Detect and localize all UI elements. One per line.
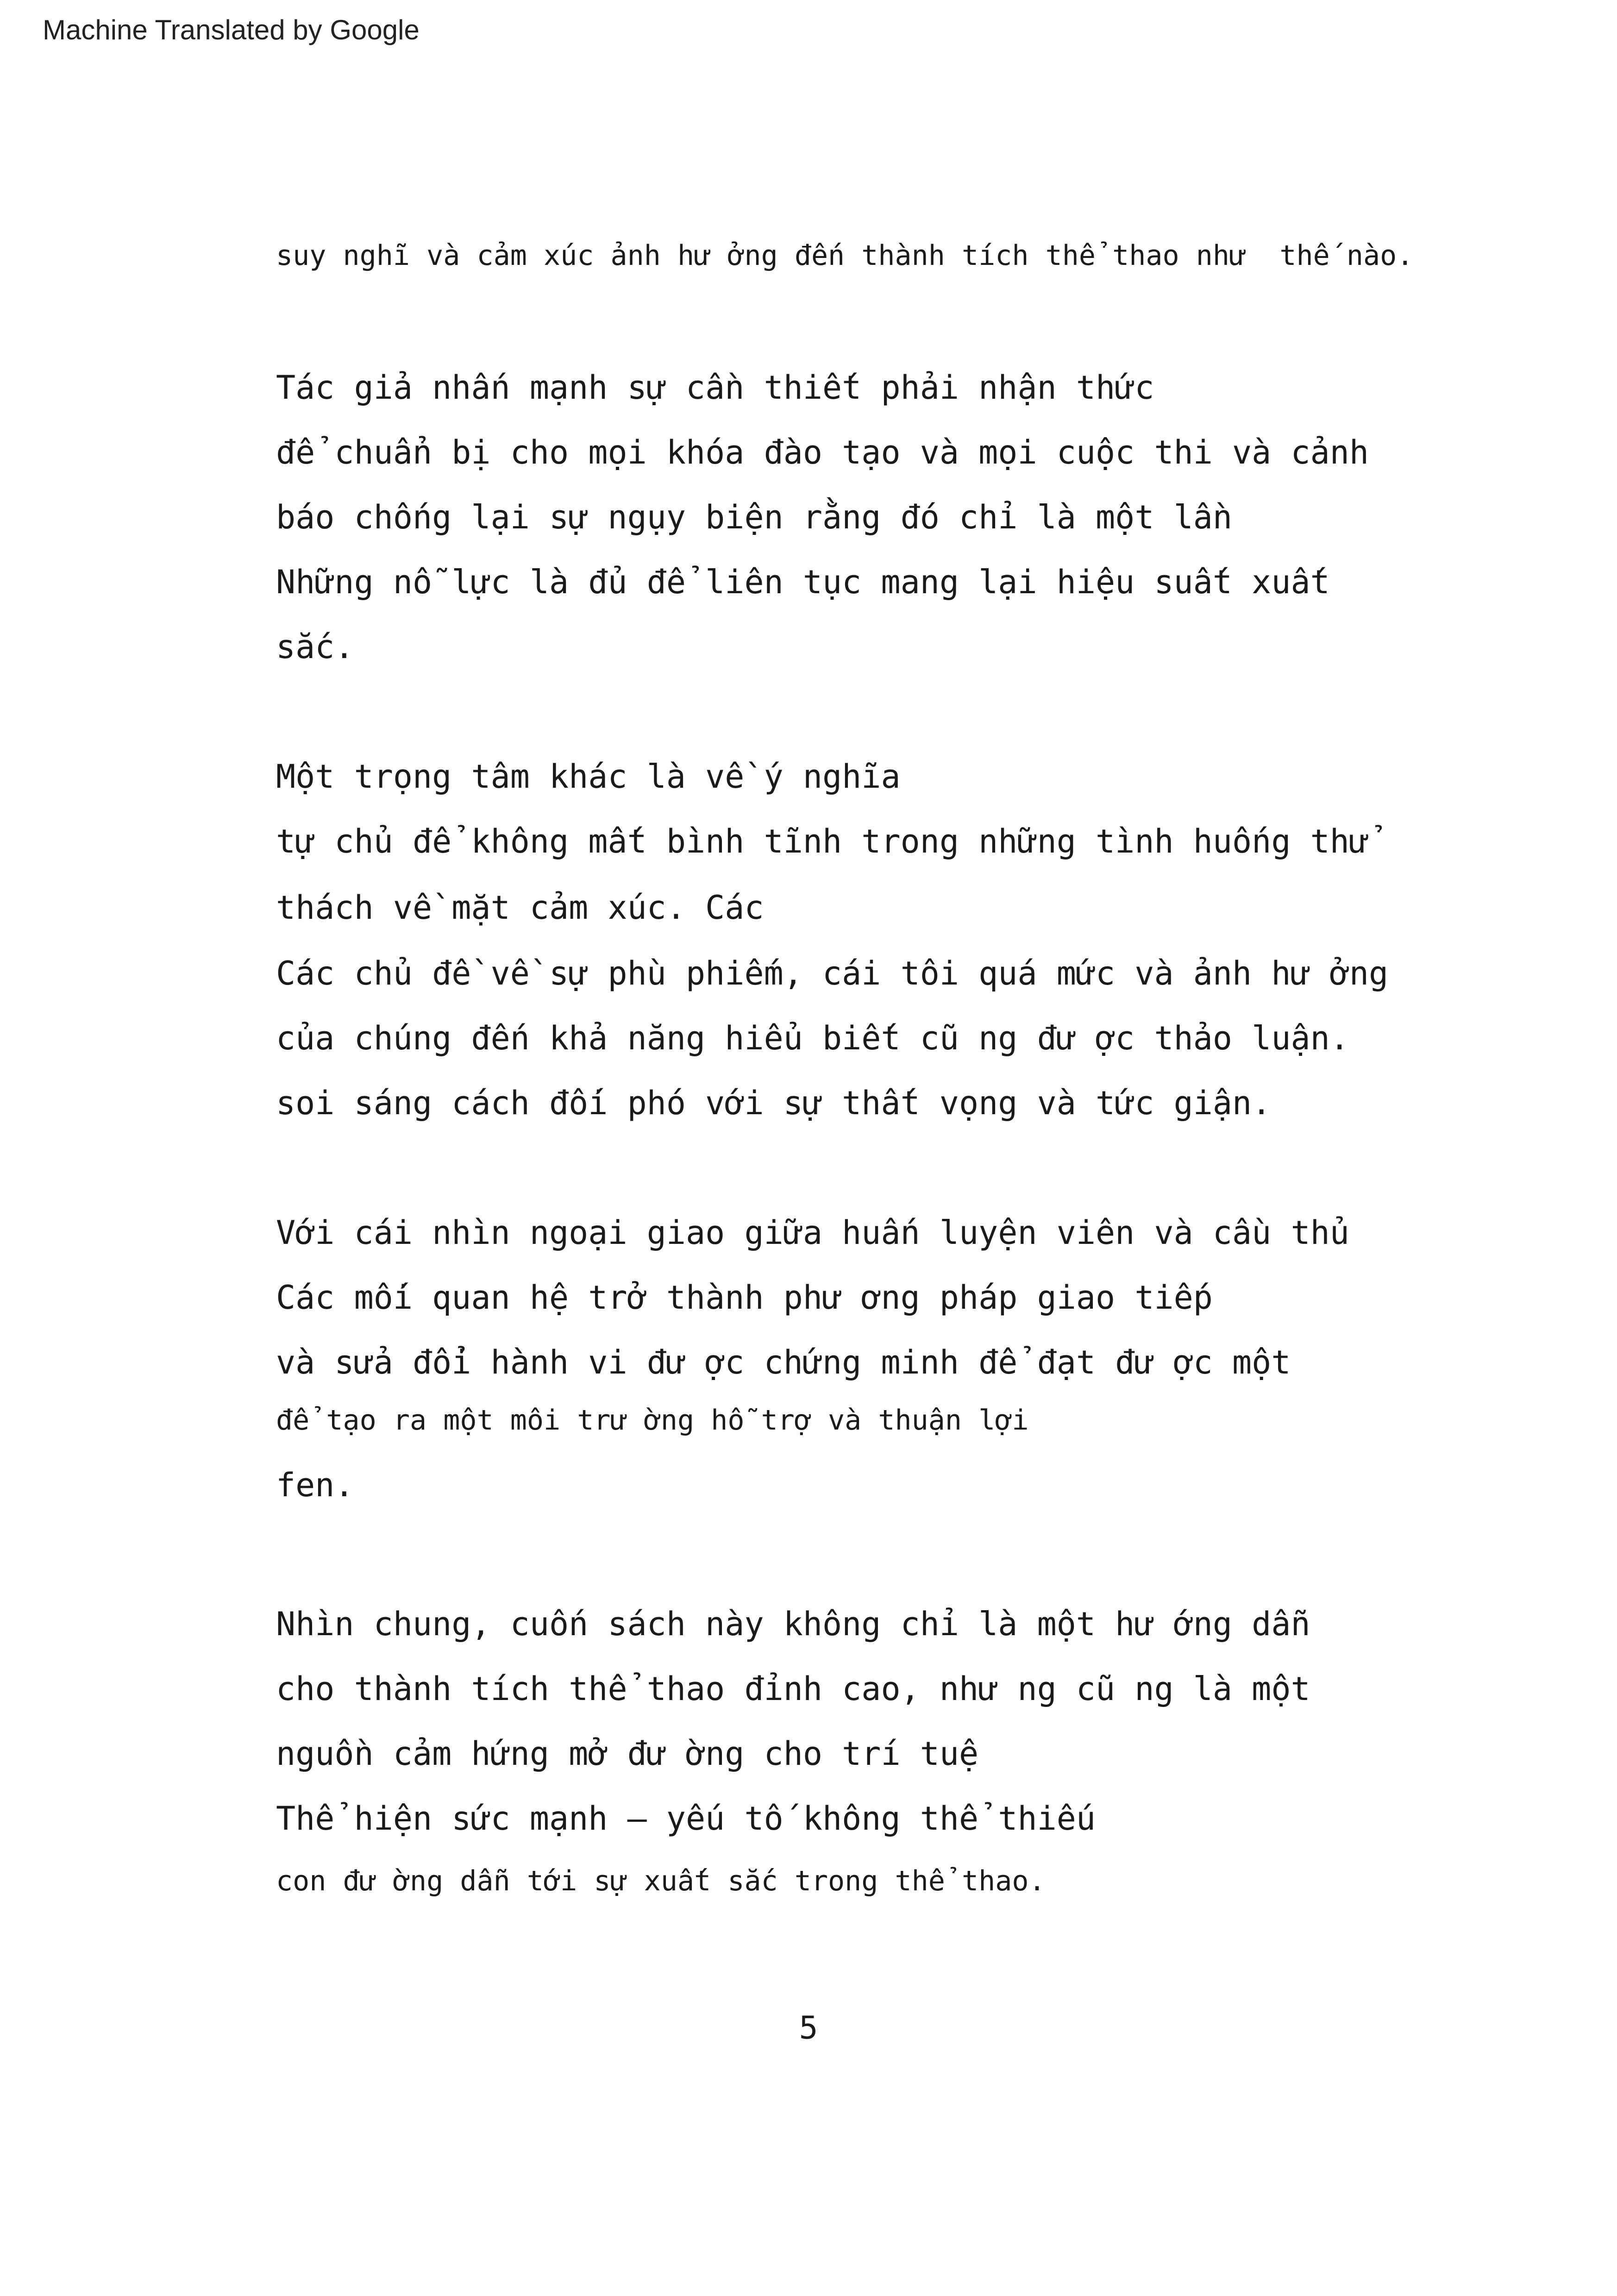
text-line: soi sáng cách đối phó với sự thất vọng và tức giận.	[276, 1084, 1272, 1122]
text-line: thách về mặt cảm xúc. Các	[276, 889, 764, 927]
text-line: Thể hiện sức mạnh – yếu tố không thể thiếu	[276, 1800, 1096, 1838]
text-line: nguồn cảm hứng mở đư ờng cho trí tuệ	[276, 1735, 979, 1773]
text-line: để chuẩn bị cho mọi khóa đào tạo và mọi cuộc thi và cảnh	[276, 433, 1369, 471]
text-line: sắc.	[276, 628, 354, 666]
text-line: Một trọng tâm khác là về ý nghĩa	[276, 758, 901, 796]
text-line: và sửa đổi hành vi đư ợc chứng minh để đạt đư ợc một	[276, 1343, 1291, 1381]
text-line: suy nghĩ và cảm xúc ảnh hư ởng đến thành tích thể thao như thế nào.	[276, 239, 1414, 272]
text-line: Nhìn chung, cuốn sách này không chỉ là một hư ớng dẫn	[276, 1605, 1310, 1643]
text-line: Những nỗ lực là đủ để liên tục mang lại hiệu suất xuất	[276, 563, 1330, 601]
text-line: cho thành tích thể thao đỉnh cao, như ng cũ ng là một	[276, 1670, 1310, 1708]
text-line: Tác giả nhấn mạnh sự cần thiết phải nhận thức	[276, 369, 1154, 407]
text-line: của chúng đến khả năng hiểu biết cũ ng đư ợc thảo luận.	[276, 1019, 1349, 1057]
text-line: để tạo ra một môi trư ờng hỗ trợ và thuận lợi	[276, 1404, 1029, 1437]
text-line: Với cái nhìn ngoại giao giữa huấn luyện viên và cầu thủ	[276, 1214, 1349, 1252]
text-line: báo chống lại sự ngụy biện rằng đó chỉ là một lần	[276, 498, 1233, 536]
text-line: tự chủ để không mất bình tĩnh trong những tình huống thử	[276, 822, 1369, 860]
text-line: Các mối quan hệ trở thành phư ơng pháp giao tiếp	[276, 1279, 1213, 1317]
text-line: fen.	[276, 1466, 354, 1504]
machine-translation-label: Machine Translated by Google	[43, 14, 420, 45]
text-line: con đư ờng dẫn tới sự xuất sắc trong thể thao.	[276, 1865, 1046, 1897]
text-line: Các chủ đề về sự phù phiếm, cái tôi quá mức và ảnh hư ởng	[276, 954, 1389, 992]
page-number: 5	[799, 2010, 818, 2046]
